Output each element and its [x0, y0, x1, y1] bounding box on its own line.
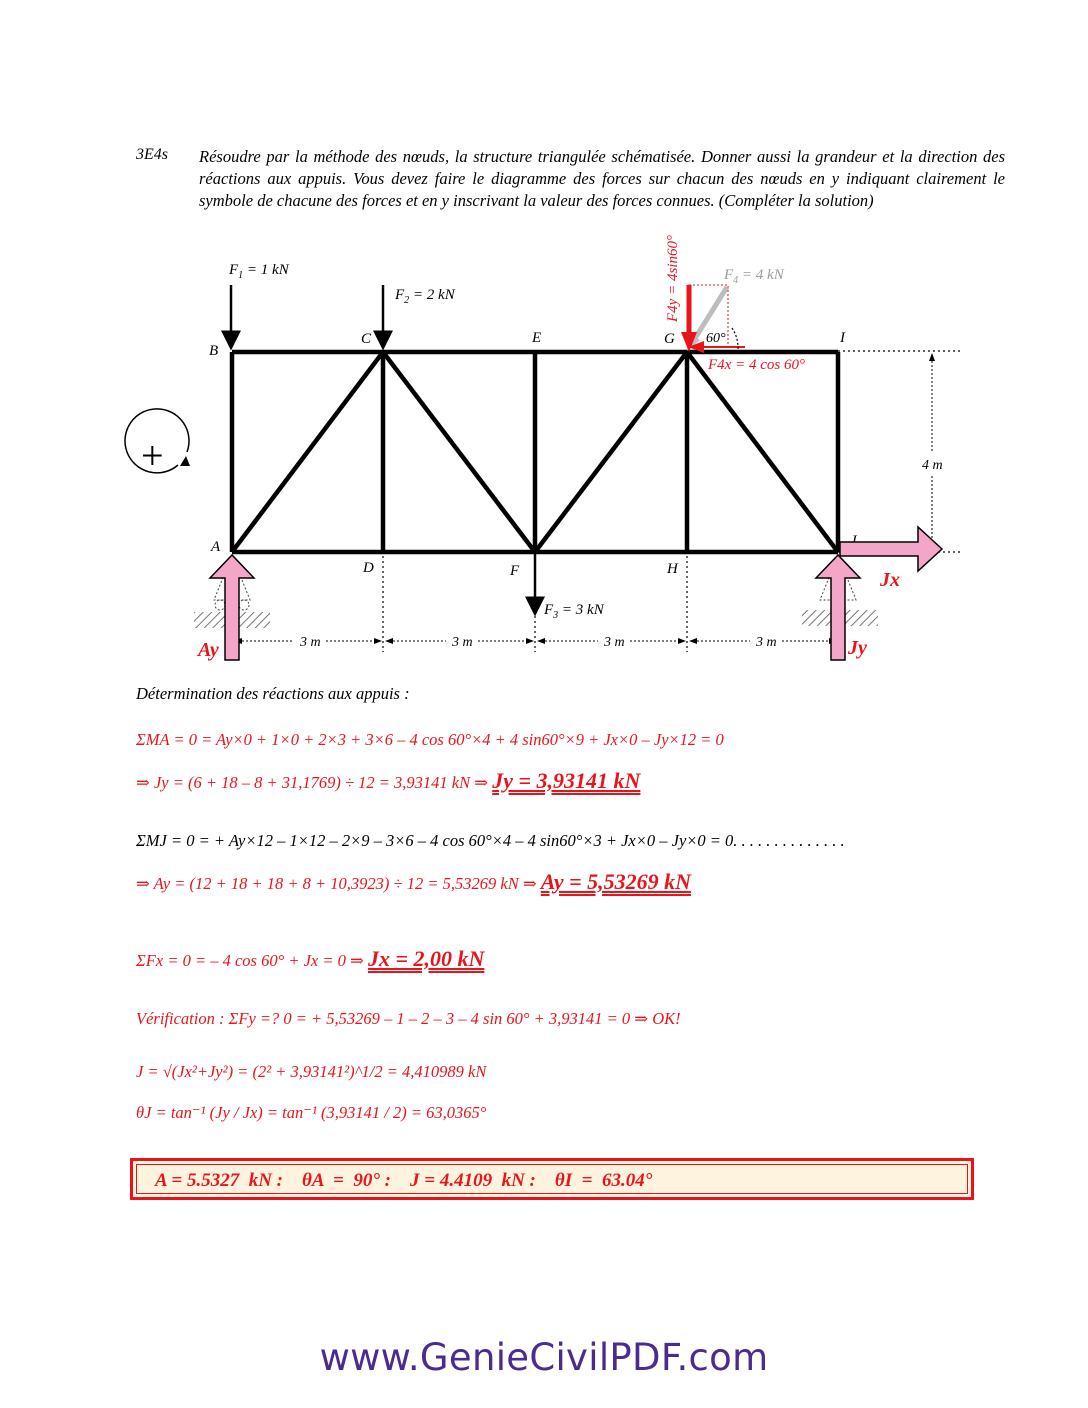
node-i: I: [840, 330, 845, 346]
dim-height-label: 4 m: [922, 458, 943, 473]
answer-text: A = 5.5327 kN : θA = 90° : J = 4.4109 kN : θI = 63.04°: [155, 1170, 653, 1191]
node-c: C: [361, 331, 372, 347]
solution-heading: Détermination des réactions aux appuis :: [136, 684, 410, 703]
node-g: G: [664, 331, 675, 347]
reaction-jx-label: Jx: [880, 569, 900, 591]
equation-fx: ΣFx = 0 = – 4 cos 60° + Jx = 0 ⇒ Jx = 2,00 kN: [136, 946, 485, 971]
member-ac: [232, 352, 383, 552]
reaction-ay-label: Ay: [198, 639, 219, 661]
equation-jy: ⇒ Jy = (6 + 18 – 8 + 31,1769) ÷ 12 = 3,93141 kN ⇒ Jy = 3,93141 kN: [136, 768, 641, 793]
node-j: J: [850, 533, 857, 549]
equation-ay: ⇒ Ay = (12 + 18 + 18 + 8 + 10,3923) ÷ 12 = 5,53269 kN ⇒ Ay = 5,53269 kN: [136, 869, 692, 894]
dim-label-3: 3 m: [604, 635, 625, 650]
dimension-lines: [238, 357, 932, 641]
truss-members: [232, 352, 838, 552]
equation-moment-a: ΣMA = 0 = Ay×0 + 1×0 + 2×3 + 3×6 – 4 cos 60°×4 + 4 sin60°×9 + Jx×0 – Jy×12 = 0: [136, 730, 724, 749]
equation-theta-j: θJ = tan⁻¹ (Jy / Jx) = tan⁻¹ (3,93141 / 2) = 63,0365°: [136, 1103, 487, 1122]
verification: Vérification : ΣFy =? 0 = + 5,53269 – 1 – 2 – 3 – 4 sin 60° + 3,93141 = 0 ⇒ OK!: [136, 1009, 681, 1028]
member-gj: [687, 352, 838, 552]
node-e: E: [532, 330, 542, 346]
node-f: F: [510, 563, 520, 579]
force-f3-label: $F_3 = 3$ kN: [544, 602, 604, 621]
result-jy: Jy = 3,93141 kN: [492, 768, 641, 793]
node-d: D: [363, 560, 374, 576]
angle-label: 60°: [706, 331, 726, 346]
problem-statement: Résoudre par la méthode des nœuds, la structure triangulée schématisée. Donner aussi la grandeur et la direction des réactions aux appuis. Vous devez faire le diagramme des forces sur chacun des nœuds en y indiquant clairement le symbole de chacune des forces et en y inscrivant la valeur des forces connues. (Compléter la solution): [199, 147, 1005, 210]
node-a: A: [211, 539, 221, 555]
result-jx: Jx = 2,00 kN: [367, 946, 485, 971]
footer-website[interactable]: www.GenieCivilPDF.com: [319, 1336, 769, 1379]
equation-moment-j: ΣMJ = 0 = + Ay×12 – 1×12 – 2×9 – 3×6 – 4 cos 60°×4 – 4 sin60°×3 + Jx×0 – Jy×0 = 0. . . . . . . . . . . . . .: [136, 831, 845, 850]
force-f4y-label: F4y = 4sin60°: [665, 235, 681, 322]
dim-label-2: 3 m: [452, 635, 473, 650]
force-f4x-label: F4x = 4 cos 60°: [708, 357, 805, 373]
force-f1-label: $F_1 = 1$ kN: [229, 262, 289, 281]
truss-diagram: [0, 0, 1088, 680]
reaction-jy-label: Jy: [848, 637, 867, 659]
force-f2-label: $F_2 = 2$ kN: [395, 287, 455, 306]
dim-label-1: 3 m: [300, 635, 321, 650]
result-ay: Ay = 5,53269 kN: [540, 869, 692, 894]
force-f4-label: $F_4 = 4$ kN: [724, 267, 784, 286]
member-cf: [383, 352, 535, 552]
svg-text:+: +: [138, 433, 166, 478]
problem-id: 3E4s: [136, 146, 168, 163]
node-h: H: [667, 561, 678, 577]
sign-convention-icon: [125, 409, 190, 478]
node-b: B: [209, 343, 219, 359]
equation-j-magnitude: J = √(Jx²+Jy²) = (2² + 3,93141²)^1/2 = 4,410989 kN: [136, 1062, 487, 1081]
answer-box: [130, 1158, 974, 1200]
member-fg: [535, 352, 687, 552]
dim-label-4: 3 m: [756, 635, 777, 650]
